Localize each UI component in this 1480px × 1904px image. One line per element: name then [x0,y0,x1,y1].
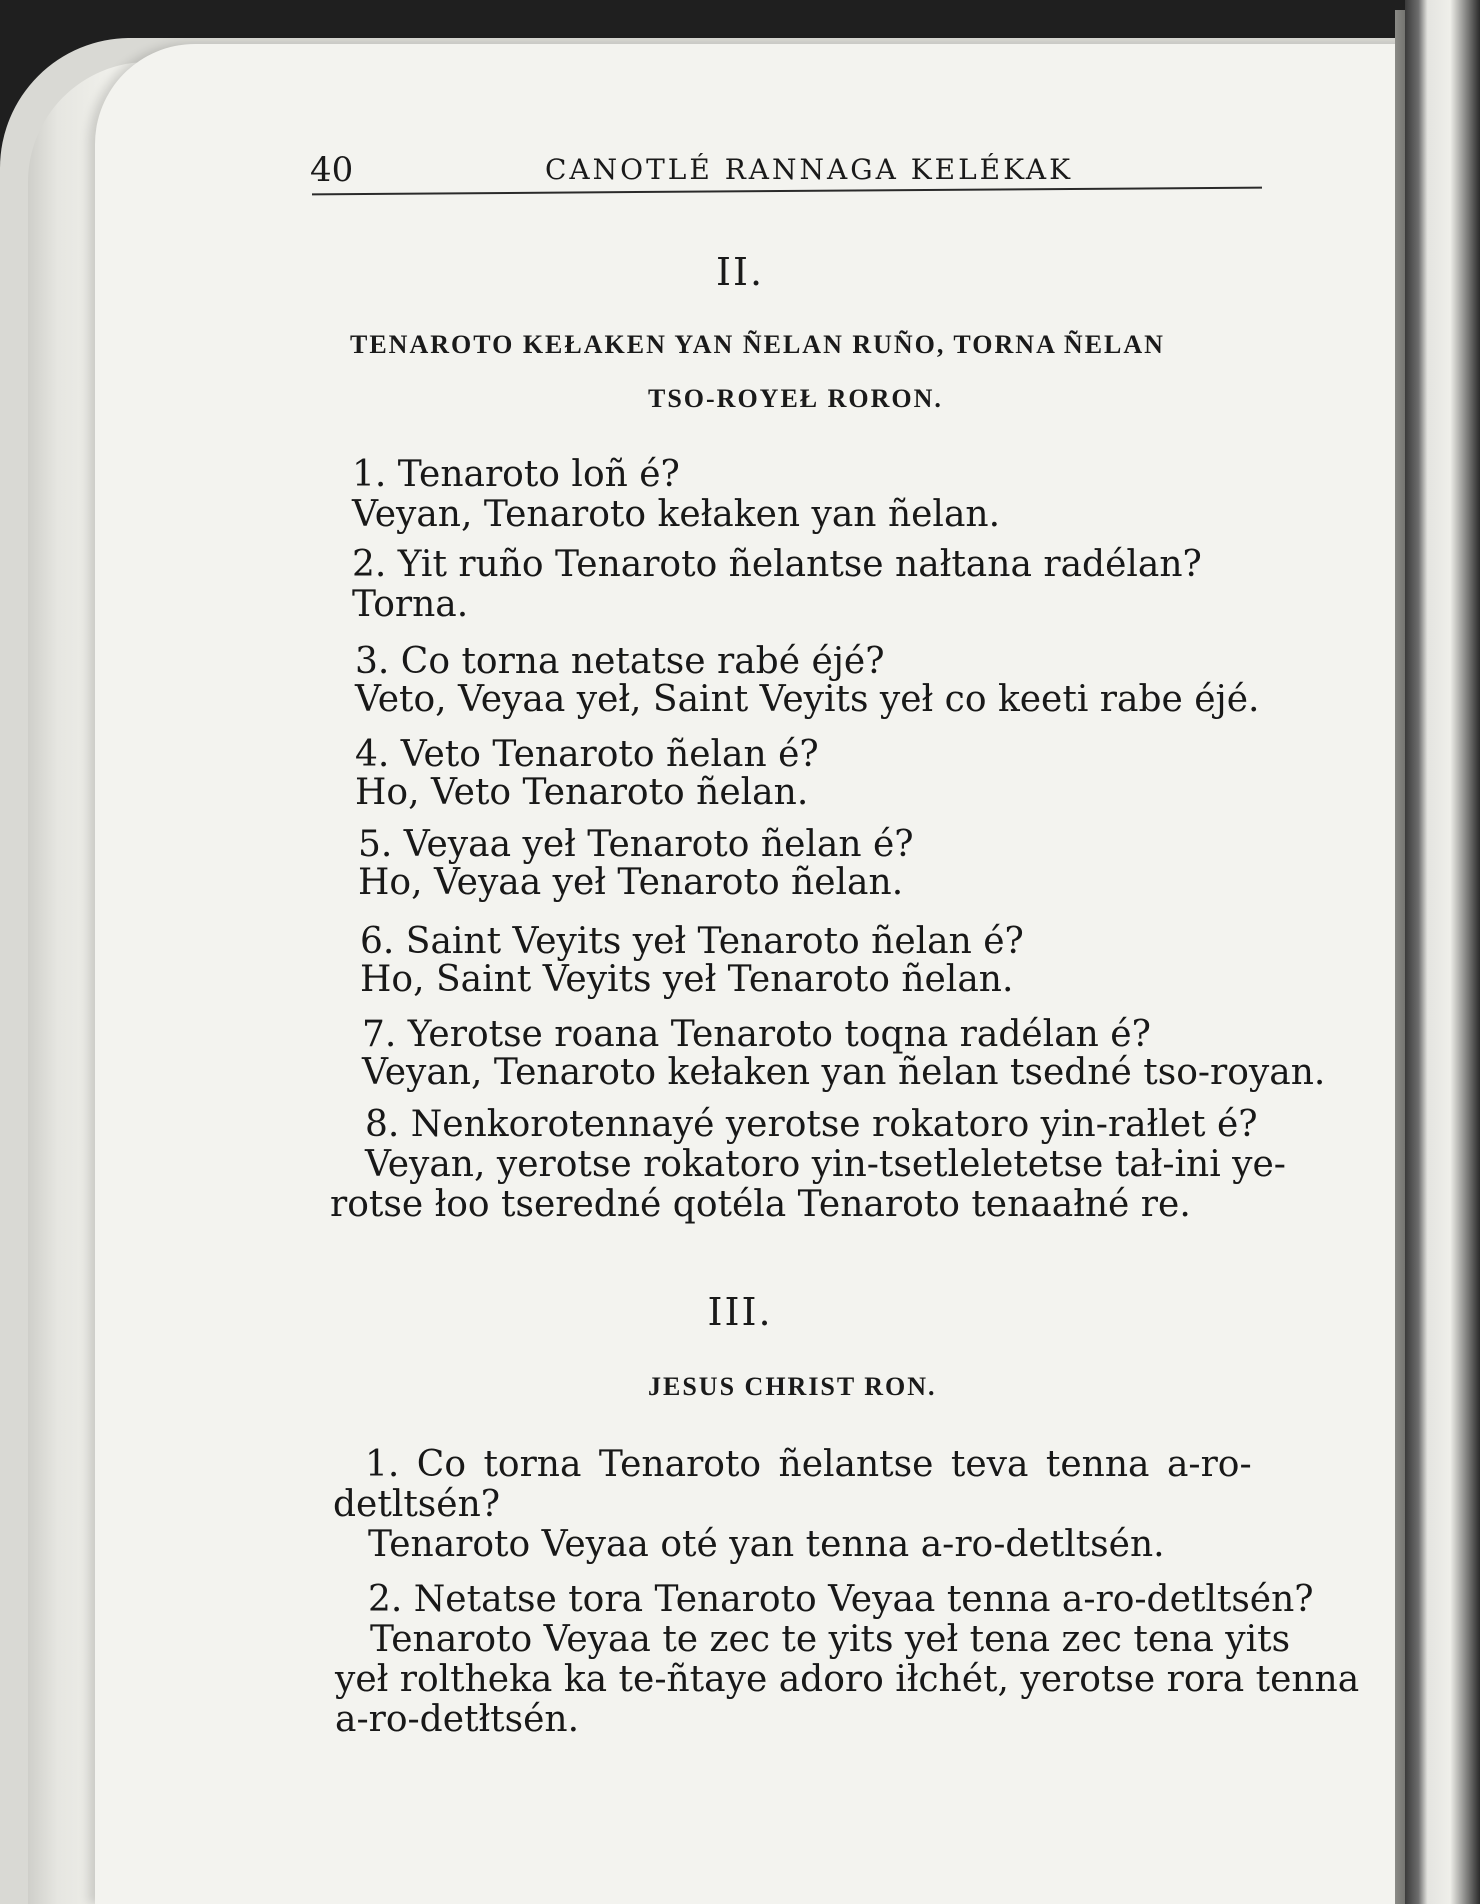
section-2-heading-line1: TENAROTO KEŁAKEN YAN ÑELAN RUÑO, TORNA ÑELAN [350,330,1165,359]
s3-answer-2-line1: Tenaroto Veyaa te zec te yits yeł tena zec tena yits [370,1619,1291,1660]
s3-answer-2-line2: yeł roltheka ka te-ñtaye adoro iłchét, yerotse rora tenna [335,1659,1360,1700]
answer-2: Torna. [352,584,469,625]
section-3-number: III. [707,1290,773,1334]
s3-question-1-line1: 1. Co torna Tenaroto ñelantse teva tenna a-ro- [365,1444,1252,1485]
answer-3: Veto, Veyaa yeł, Saint Veyits yeł co keeti rabe éjé. [355,679,1260,720]
section-3-heading: JESUS CHRIST RON. [648,1372,937,1401]
question-6: 6. Saint Veyits yeł Tenaroto ñelan é? [360,921,1024,962]
s3-question-2: 2. Netatse tora Tenaroto Veyaa tenna a-ro-detltsén? [368,1579,1314,1620]
question-8: 8. Nenkorotennayé yerotse rokatoro yin-rałlet é? [365,1104,1258,1145]
answer-8-line2: rotse łoo tseredné qotéla Tenaroto tenaałné re. [330,1184,1191,1225]
page-number: 40 [310,150,354,190]
answer-5: Ho, Veyaa yeł Tenaroto ñelan. [358,862,904,903]
s3-answer-1: Tenaroto Veyaa oté yan tenna a-ro-detltsén. [368,1524,1165,1565]
section-2-heading-line2: TSO-ROYEŁ RORON. [648,384,943,413]
question-1: 1. Tenaroto loñ é? [352,454,680,495]
answer-1: Veyan, Tenaroto kełaken yan ñelan. [352,494,1001,535]
answer-8-line1: Veyan, yerotse rokatoro yin-tsetleletetse tał-ini ye- [365,1144,1286,1185]
question-2: 2. Yit ruño Tenaroto ñelantse nałtana radélan? [352,544,1202,585]
answer-4: Ho, Veto Tenaroto ñelan. [355,772,809,813]
running-head [310,145,1260,205]
question-3: 3. Co torna netatse rabé éjé? [355,641,885,682]
s3-question-1-line2: detltsén? [333,1484,501,1525]
running-title: CANOTLÉ RANNAGA KELÉKAK [545,153,1074,186]
s3-answer-2-line3: a-ro-detłtsén. [335,1699,580,1740]
section-2-number: II. [715,250,765,294]
question-4: 4. Veto Tenaroto ñelan é? [355,734,819,775]
question-7: 7. Yerotse roana Tenaroto toqna radélan é? [362,1014,1151,1055]
answer-6: Ho, Saint Veyits yeł Tenaroto ñelan. [360,959,1014,1000]
answer-7: Veyan, Tenaroto kełaken yan ñelan tsedné tso-royan. [362,1052,1326,1093]
question-5: 5. Veyaa yeł Tenaroto ñelan é? [358,824,914,865]
